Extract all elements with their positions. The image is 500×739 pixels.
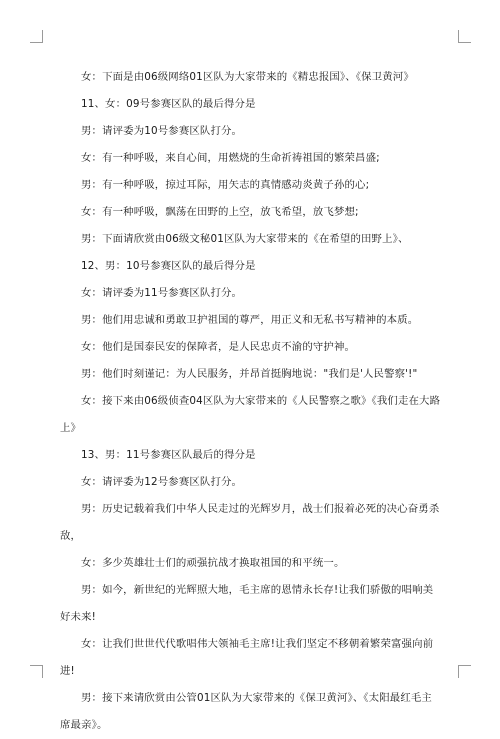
paragraph: 13、男：11号参赛区队最后的得分是 [81, 449, 256, 461]
paragraph: 女：有一种呼吸，飘荡在田野的上空，放飞希望，放飞梦想; [81, 206, 359, 218]
paragraph: 女：有一种呼吸，来自心间，用燃烧的生命祈祷祖国的繁荣昌盛; [81, 152, 380, 164]
crop-mark-top-left [30, 30, 43, 43]
paragraph: 女：下面是由06级网络01区队为大家带来的《精忠报国》、《保卫黄河》 [81, 71, 414, 83]
paragraph: 男：他们用忠诚和勇敢卫护祖国的尊严，用正义和无私书写精神的本质。 [81, 314, 419, 326]
paragraph: 女：请评委为12号参赛区队打分。 [81, 476, 243, 488]
paragraph: 女：多少英雄壮士们的顽强抗战才换取祖国的和平统一。 [81, 557, 345, 569]
paragraph: 男：历史记载着我们中华人民走过的光辉岁月，战士们报着必死的决心奋勇杀敌， [60, 503, 440, 542]
paragraph: 男：有一种呼吸，掠过耳际，用矢志的真情感动炎黄子孙的心; [81, 179, 370, 191]
paragraph: 男：请评委为10号参赛区队打分。 [81, 125, 243, 137]
paragraph: 女：让我们世世代代歌唱伟大领袖毛主席!让我们坚定不移朝着繁荣富强向前进! [60, 638, 434, 677]
document-body [60, 64, 442, 739]
paragraph: 12、男：10号参赛区队的最后得分是 [81, 260, 256, 272]
crop-mark-bottom-right [458, 665, 471, 678]
paragraph: 男：接下来请欣赏由公管01区队为大家带来的《保卫黄河》、《太阳最红毛主席最亲》。 [60, 692, 432, 731]
paragraph: 男：如今，新世纪的光辉照大地，毛主席的恩情永长存!让我们骄傲的唱响美好未来! [60, 584, 434, 623]
crop-mark-bottom-left [30, 665, 43, 678]
paragraph: 女：请评委为11号参赛区队打分。 [81, 287, 243, 299]
paragraph: 女：他们是国泰民安的保障者，是人民忠贞不渝的守护神。 [81, 341, 356, 353]
paragraph: 男：他们时刻谨记：为人民服务，并昂首挺胸地说："我们是'人民警察'!" [81, 368, 418, 380]
crop-mark-top-right [458, 30, 471, 43]
paragraph: 11、女：09号参赛区队的最后得分是 [81, 98, 256, 110]
paragraph: 女：接下来由06级侦查04区队为大家带来的《人民警察之歌》《我们走在大路上》 [60, 395, 441, 434]
paragraph: 男：下面请欣赏由06级文秘01区队为大家带来的《在希望的田野上》、 [81, 233, 409, 245]
